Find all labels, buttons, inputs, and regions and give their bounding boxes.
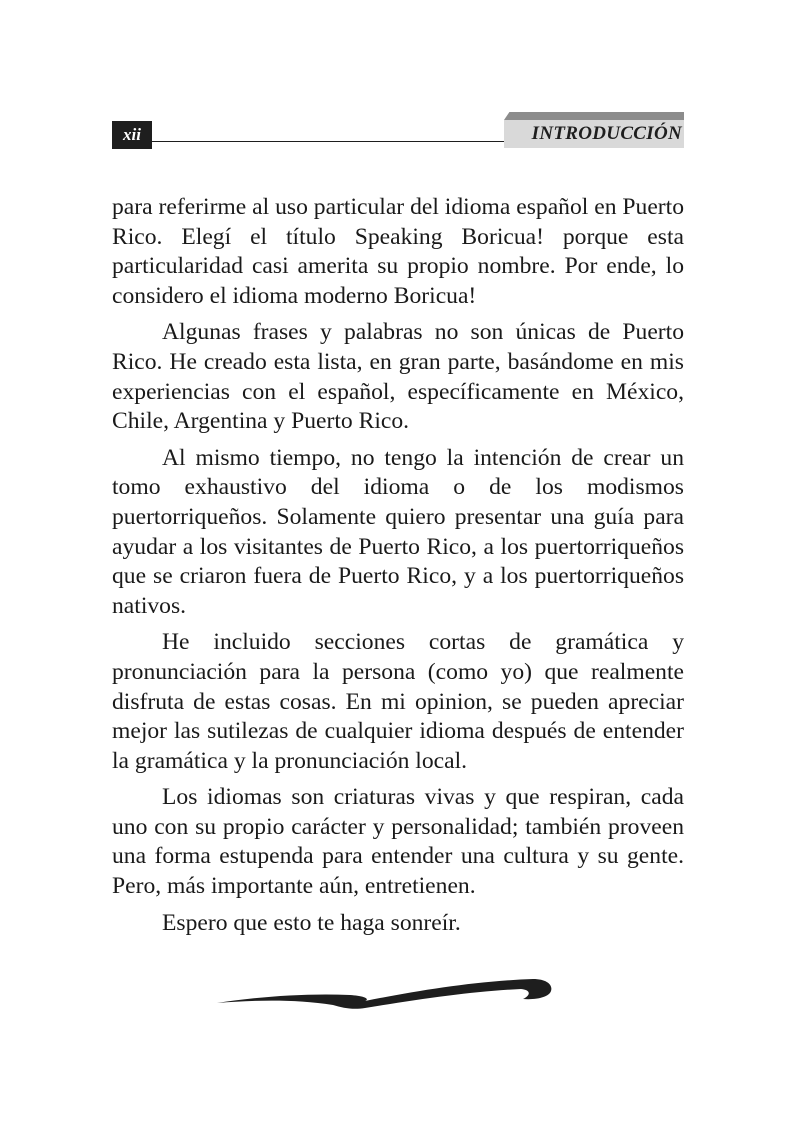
paragraph-1: para referirme al uso particular del idioma español en Puerto Rico. Elegí el título Speaking Boricua! porque esta particularidad casi amerita su propio nombre. Por ende, lo considero el idioma moderno Boricua! [112, 194, 684, 309]
brush-stroke-shape [217, 979, 551, 1009]
paragraph-2: Algunas frases y palabras no son únicas de Puerto Rico. He creado esta lista, en gran parte, basándome en mis experiencias con el español, específicamente en México, Chile, Argentina y Puerto Rico. [112, 319, 684, 435]
paragraph-5: Los idiomas son criaturas vivas y que respiran, cada uno con su propio carácter y personalidad; también proveen una forma estupenda para entender una cultura y su gente. Pero, más importante aún, entretienen. [112, 784, 684, 900]
page-number: xii [112, 121, 152, 149]
header-rule [152, 141, 504, 142]
paragraph-6: Espero que esto te haga sonreír. [162, 909, 461, 936]
section-tab [504, 112, 684, 150]
brush-stroke-icon [215, 975, 555, 1015]
paragraph-4: He incluido secciones cortas de gramática y pronunciación para la persona (como yo) que realmente disfruta de estas cosas. En mi opinion, se pueden apreciar mejor las sutilezas de cualquier idioma después de entender la gramática y la pronunciación local. [112, 629, 684, 774]
running-header [112, 112, 684, 150]
paragraph-3: Al mismo tiempo, no tengo la intención de crear un tomo exhaustivo del idioma o de los modismos puertorriqueños. Solamente quiero presentar una guía para ayudar a los visitantes de Puerto Rico, a los puertorriqueños que se criaron fuera de Puerto Rico, y a los puertorriqueños nativos. [112, 444, 684, 619]
body-text [112, 193, 684, 945]
section-title: INTRODUCCIÓN [531, 123, 682, 144]
section-tab-shadow [504, 112, 684, 120]
